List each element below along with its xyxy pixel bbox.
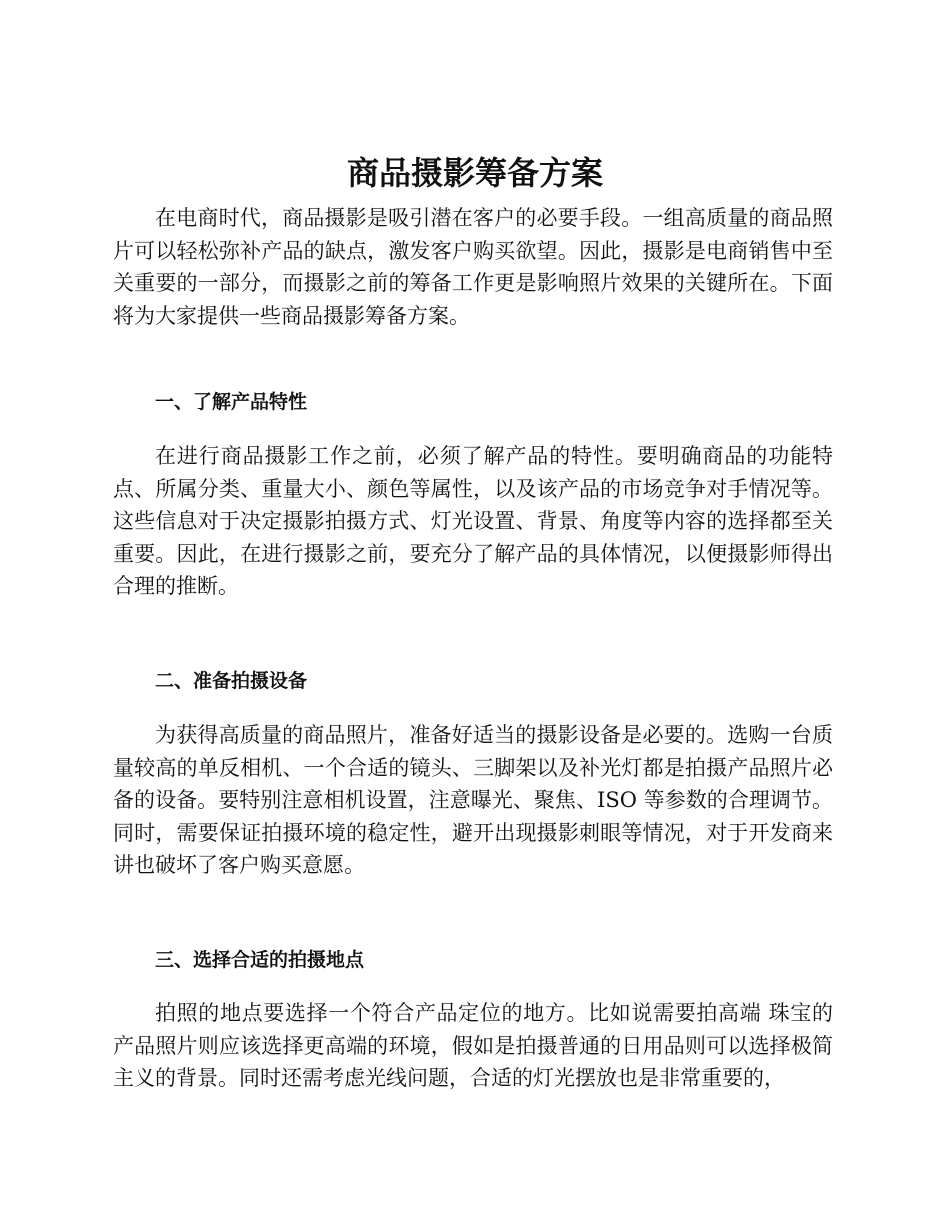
- section-paragraph-choose-location: 拍照的地点要选择一个符合产品定位的地方。比如说需要拍高端 珠宝的产品照片则应该选择更高端的环境，假如是拍摄普通的日用品则可以选择极简主义的背景。同时还需考虑光线问题，合适的灯光摆放也是非常重要的，: [113, 1001, 833, 1090]
- document-title: 商品摄影筹备方案: [346, 154, 603, 192]
- section-heading-understand-product: 一、了解产品特性: [155, 391, 308, 413]
- section-paragraph-prepare-equipment: 为获得高质量的商品照片，准备好适当的摄影设备是必要的。选购一台质量较高的单反相机、一个合适的镜头、三脚架以及补光灯都是拍摄产品照片必备的设备。要特别注意相机设置，注意曝光、聚焦、ISO 等参数的合理调节。同时，需要保证拍摄环境的稳定性，避开出现摄影刺眼等情况，对于开发商来讲也破坏了客户购买意愿。: [113, 723, 833, 877]
- section-heading-choose-location: 三、选择合适的拍摄地点: [155, 949, 365, 971]
- intro-paragraph: 在电商时代，商品摄影是吸引潜在客户的必要手段。一组高质量的商品照片可以轻松弥补产品的缺点，激发客户购买欲望。因此，摄影是电商销售中至关重要的一部分，而摄影之前的筹备工作更是影响照片效果的关键所在。下面将为大家提供一些商品摄影筹备方案。: [113, 206, 833, 328]
- section-paragraph-understand-product: 在进行商品摄影工作之前，必须了解产品的特性。要明确商品的功能特点、所属分类、重量大小、颜色等属性，以及该产品的市场竞争对手情况等。这些信息对于决定摄影拍摄方式、灯光设置、背景、角度等内容的选择都至关重要。因此，在进行摄影之前，要充分了解产品的具体情况，以便摄影师得出合理的推断。: [113, 444, 833, 598]
- section-heading-prepare-equipment: 二、准备拍摄设备: [155, 670, 308, 692]
